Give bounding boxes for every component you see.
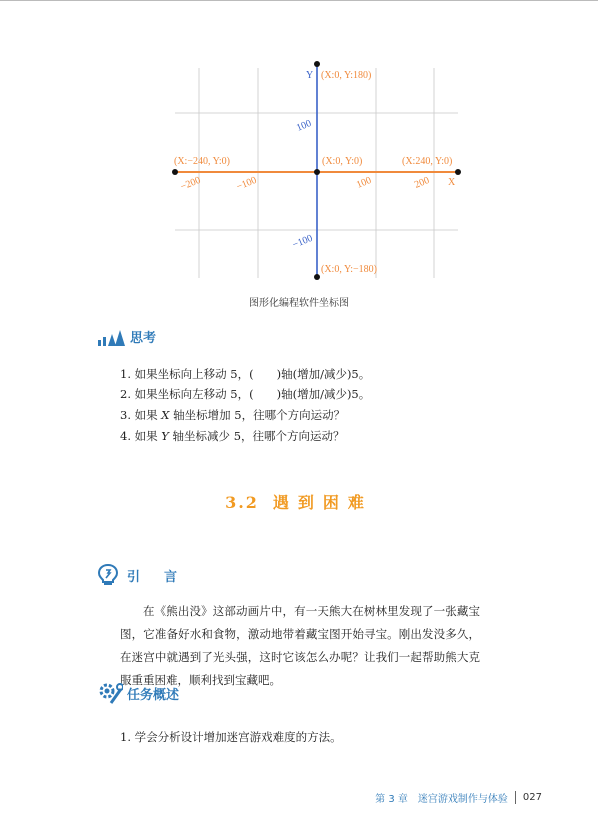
think-item — [120, 386, 370, 402]
task-item: 1. 学会分析设计增加迷宫游戏难度的方法。 — [120, 730, 342, 744]
section-number: 3.2 — [225, 493, 259, 512]
x-tick-label: 200 — [413, 174, 432, 191]
bar-chart-icon — [98, 328, 128, 346]
top-rule — [0, 0, 598, 1]
intro-title-b: 言 — [164, 569, 178, 585]
think-header — [98, 327, 156, 346]
intro-paragraph: 在《熊出没》这部动画片中，有一天熊大在树林里发现了一张藏宝图，它准备好水和食物，激动地带着藏宝图开始寻宝。刚出发没多久，在迷宫中就遇到了光头强，这时它该怎么办呢？让我们一起帮助熊大克服重重困难，顺利找到宝藏吧。 — [120, 604, 480, 687]
y-tick-label: −100 — [291, 232, 315, 251]
item-variable: Y — [161, 429, 169, 443]
center-point-label: (X:0, Y:0) — [322, 156, 363, 167]
right-point-dot — [455, 169, 461, 175]
think-item — [120, 428, 345, 444]
think-item — [120, 407, 345, 423]
item-text: 如果 — [134, 408, 162, 422]
page-footer — [0, 790, 542, 805]
item-variable: X — [161, 408, 170, 422]
footer-divider — [515, 791, 516, 804]
x-tick-label: −100 — [235, 174, 259, 193]
top-point-dot — [314, 61, 320, 67]
x-tick-label: −200 — [179, 174, 203, 193]
coordinate-diagram — [160, 58, 480, 283]
coordinate-figure — [160, 58, 480, 283]
section-heading — [0, 490, 598, 513]
y-tick-label: 100 — [295, 117, 314, 134]
figure-caption: 图形化编程软件坐标图 — [249, 298, 349, 309]
x-axis-label: X — [448, 177, 456, 188]
bottom-point-dot — [314, 274, 320, 280]
intro-header — [97, 563, 177, 587]
top-point-label: (X:0, Y:180) — [321, 70, 372, 81]
bottom-point-label: (X:0, Y:−180) — [321, 264, 378, 275]
item-text: 轴坐标减少 5，往哪个方向运动？ — [168, 429, 345, 443]
item-text: 轴坐标增加 5，往哪个方向运动？ — [169, 408, 346, 422]
think-item — [120, 366, 370, 382]
think-title: 思考 — [130, 331, 157, 346]
item-text: 如果坐标向左移动 5，( )轴(增加/减少)5。 — [134, 387, 371, 401]
item-number: 2. — [120, 387, 131, 401]
gear-wrench-icon — [97, 681, 123, 705]
y-axis-label: Y — [306, 70, 314, 81]
origin-dot — [314, 169, 320, 175]
lightbulb-icon — [97, 563, 119, 587]
task-title: 任务概述 — [127, 687, 180, 703]
left-point-label: (X:−240, Y:0) — [174, 156, 231, 167]
right-point-label: (X:240, Y:0) — [402, 156, 453, 167]
section-title: 遇到困难 — [272, 493, 373, 512]
chapter-title: 第 3 章 迷宫游戏制作与体验 — [375, 794, 508, 805]
item-text: 如果 — [134, 429, 162, 443]
task-header — [97, 681, 179, 705]
page-number: 027 — [522, 792, 542, 803]
item-number: 3. — [120, 408, 131, 422]
x-tick-label: 100 — [355, 174, 374, 191]
item-number: 1. — [120, 367, 131, 381]
item-text: 如果坐标向上移动 5，( )轴(增加/减少)5。 — [134, 367, 371, 381]
item-number: 4. — [120, 429, 131, 443]
intro-title-a: 引 — [127, 569, 141, 585]
left-point-dot — [172, 169, 178, 175]
